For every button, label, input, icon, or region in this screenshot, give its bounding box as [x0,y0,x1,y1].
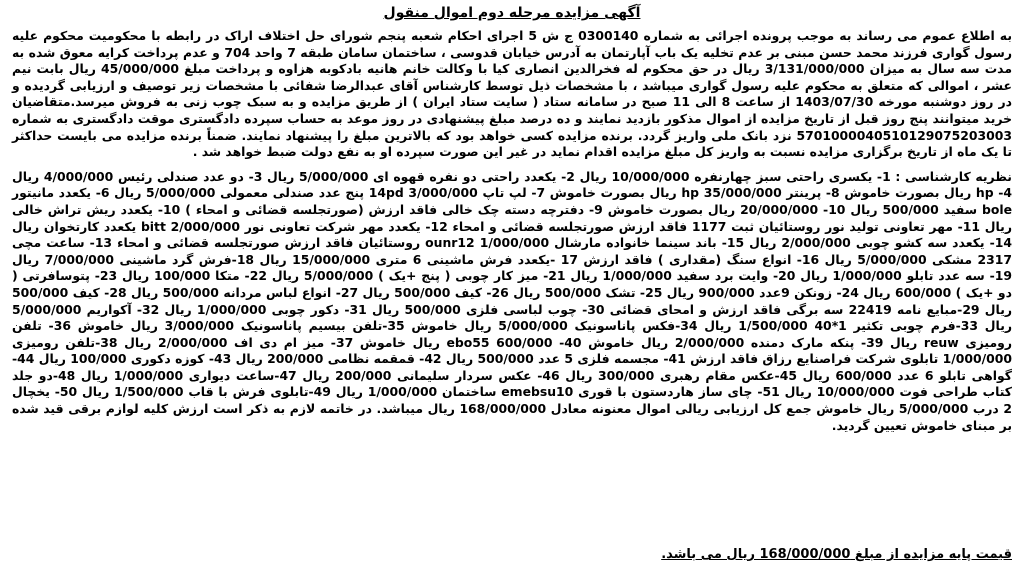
notice-intro-paragraph [12,28,1012,161]
notice-title: آگهی مزایده مرحله دوم اموال منقول [383,5,641,21]
notice-terms: از طریق مزایده و به سبک چوب زنی به فروش میرسد.متقاضیان خرید میتوانند پنج روز قبل از تاریخ مزایده از اموال مذکور بازدید نمایند و ده درصد مبلغ پیشنهادی در روز موعد به حساب سپرده دادگستری موقت دادگستری به شماره 5701000040510129075203003 نزد بانک ملی واریز گردد. برنده مزایده کسی خواهد بود که بالاترین مبلغ را پیشنهاد نمایند. ضمناً برنده مزایده می بایست حداکثر تا یک ماه از تاریخ برگزاری مزایده نسبت به واریز کل مبلغ مزایده اقدام نماید در غیر این صورت سپرده او به نفع دولت ضبط خواهد شد . [12,94,1012,160]
auction-date: در روز دوشنبه مورخه 1403/07/30 از ساعت 8 الی 11 صبح در سامانه ستاد ( سایت ستاد ایران ) [412,94,1012,110]
expert-assessment: نظریه کارشناسی : 1- یکسری راحتی سبز چهارنفره 10/000/000 ریال 2- یکعدد راحتی دو نفره قهوه ای 5/000/000 ریال 3- دو عدد صندلی رئیس 4/000/000 ریال 4- hp ریال بصورت خاموش 8- پرینتر hp 35/000/000 ریال بصورت خاموش 7- لپ تاپ 14pd 3/000/000 پنج عدد صندلی معمولی 5/000/000 ریال 6- یکعدد مانیتور bole سفید 500/000 ریال 10- 20/000/000 ریال بصورت خاموش 9- دفترچه دسته چک خالی فاقد ارزش (صورتجلسه قضائی و امحاء ) 10- یکعدد ریش تراش خالی ریال 11- مهر تعاونی تولید نور روستائیان ثبت 1177 فاقد ارزش صورتجلسه قضائی و امحاء 12- یکعدد مهر شرکت تعاونی نور bitt 2/000/000 یکعدد کارتخوان ریال 14- یکعدد سه کشو چوبی 2/000/000 ریال 15- باند سینما خانواده مارشال ounr12 1/000/000 روستائیان فاقد ارزش صورتجلسه قضائی و امحاء 13- ساعت مچی 2317 مشکی 5/000/000 ریال 16- انواع سنگ (مقداری ) فاقد ارزش 17 -یکعدد فرش ماشینی 6 متری 15/000/000 ریال 18-فرش گرد ماشینی 7/000/000 ریال 19- سه عدد تابلو 1/000/000 ریال 20- وایت برد سفید 1/000/000 ریال 21- میز کار چوبی ( پنج +یک ) 5/000/000 ریال 22- متکا 100/000 ریال 23- پتوسافرتی ( دو +یک ) 600/000 ریال 24- زونکن 9عدد 900/000 ریال 25- تشک 500/000 ریال 26- کیف 500/000 ریال 27- انواع لباس مردانه 500/000 ریال 28- کیف 500/000 ریال 29-مبایع نامه 22419 سه برگی فاقد ارزش و امحای قضائی 30- چوب لباسی فلزی 500/000 ریال 31- دکور چوبی 1/000/000 ریال 32- آکواریم 5/000/000 ریال 33-فرم چوبی تکثیر 1*40 1/500/000 ریال 34-فکس پاناسونیک 5/000/000 ریال خاموش 35-تلفن بیسیم پاناسونیک 3/000/000 ریال خاموش 36- تلفن رومیزی reuw ریال 39- پنکه مارک دمنده 2/000/000 ریال خاموش 40- ebo55 600/000 ریال خاموش 37- میز ام دی اف 2/000/000 ریال 38-تلفن رومیزی 1/000/000 تابلوی شرکت فراصنایع رزاق فاقد ارزش 41- مجسمه فلزی 5 عدد 500/000 ریال 42- قمقمه نظامی 200/000 ریال 43- کوزه دکوری 100/000 ریال 44- گواهی تابلو 6 عدد 600/000 ریال 45-عکس مقام رهبری 300/000 ریال 46- عکس سردار سلیمانی 200/000 ریال 47-ساعت دیواری 1/000/000 ریال 48-دو جلد کتاب طراحی فوت 10/000/000 ریال 51- چای ساز هاردستون با قوری emebsu10 ساختمان 1/000/000 ریال 49-تابلوی فرش با قاب 1/500/000 ریال 50- یخچال 2 درب 5/000/000 ریال خاموش جمع کل ارزیابی ریالی اموال معنونه معادل 168/000/000 ریال میباشد. در خاتمه لازم به ذکر است ارزش کلیه لوازم برقی قید شده بر مبنای خاموش تعیین گردید. [12,168,1013,433]
base-price: قیمت پایه مزایده از مبلغ 168/000/000 ریال می باشد. [661,547,1012,562]
notice-intro: به اطلاع عموم می رساند به موجب پرونده اجرائی به شماره 0300140 ج ش 5 اجرای احکام شعبه پنجم شورای حل اختلاف اراک در رابطه با محکومیت محکوم علیه رسول گواری فرزند محمد حسن مبنی بر عدم تخلیه یک باب آپارتمان به آدرس خیابان قدوسی ، ساختمان سامان طبقه 7 واحد 704 و عدم پرداخت کرایه معوق شده به مدت سه سال به میزان 3/131/000/000 ریال در حق محکوم له فخرالدین انصاری کیا با وکالت خانم هانیه بادکوبه هزاوه و پرداخت مبلغ 45/000/000 ریال بابت نیم عشر ، اموالی که متعلق به محکوم علیه رسول گواری میباشد ، با مشخصات ذیل توسط کارشناس آقای عبدالرضا شفائی با مشخصات زیر توصیف و ارزیابی گردیده و [12,28,1013,93]
